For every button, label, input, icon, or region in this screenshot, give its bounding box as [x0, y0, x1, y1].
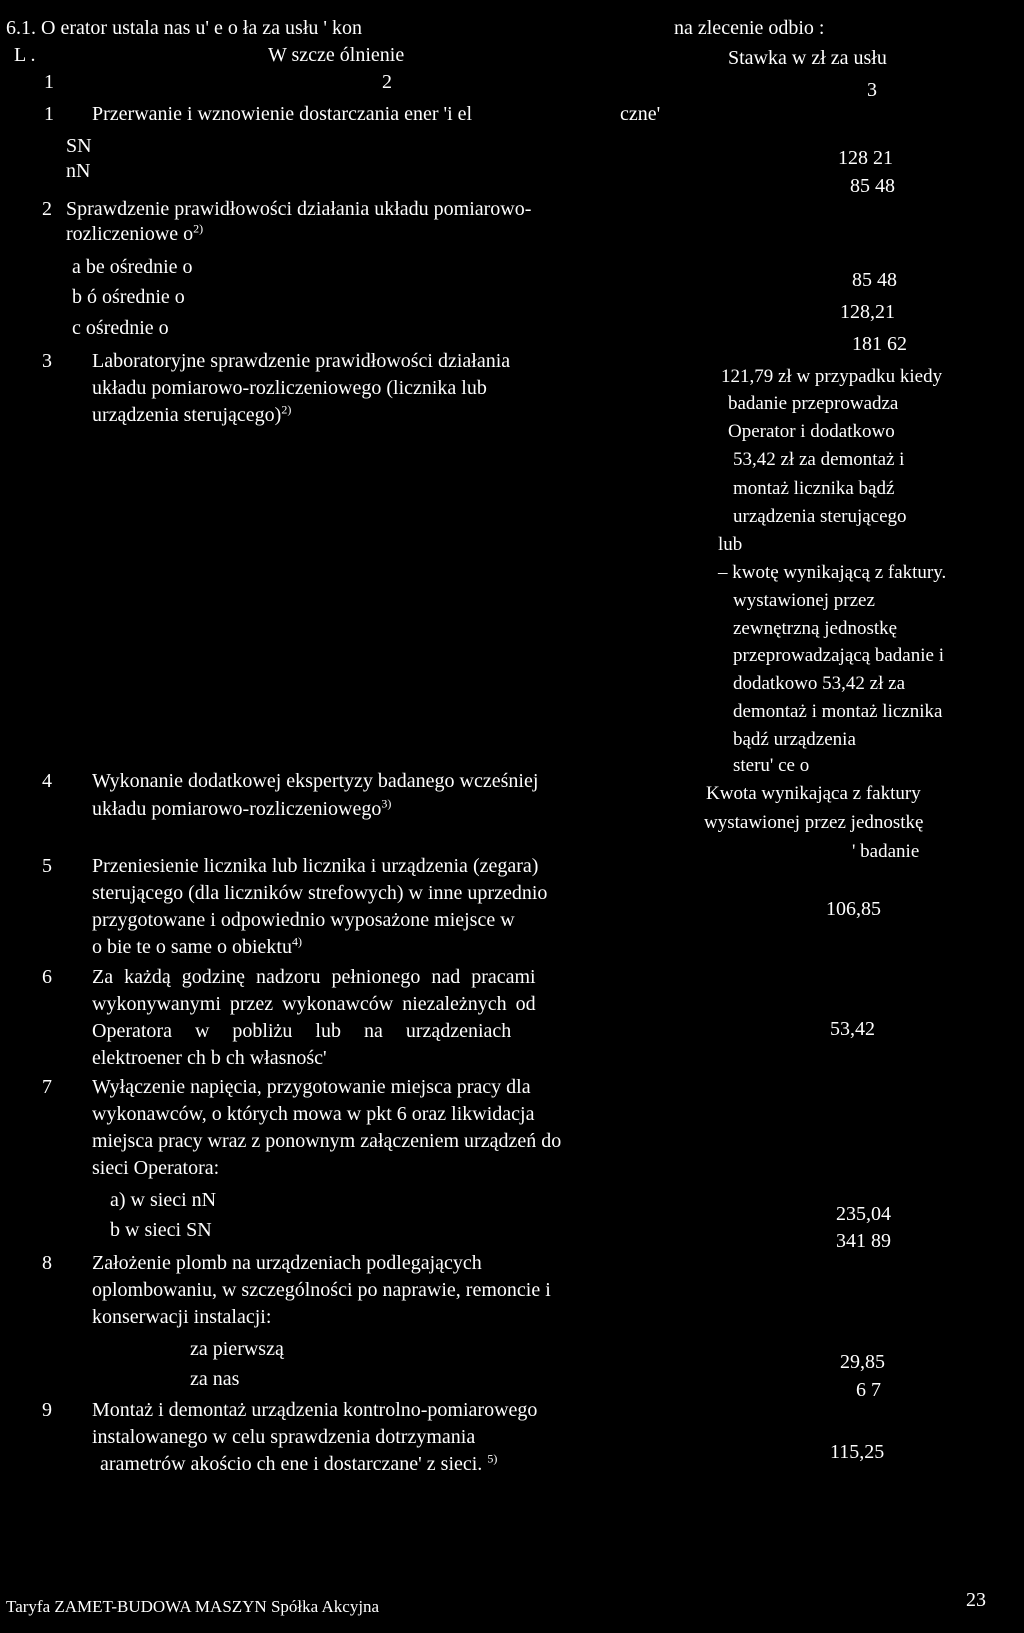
row-1-rate-nn: 85 48 [850, 175, 895, 197]
row-2-rate-c: 181 62 [852, 333, 907, 355]
row-8-title-line2: oplombowaniu, w szczególności po naprawie, remoncie i [92, 1279, 551, 1301]
col-number-3: 3 [867, 79, 877, 101]
row-4-title-line1: Wykonanie dodatkowej ekspertyzy badanego wcześniej [92, 770, 539, 792]
row-5-title-line1: Przeniesienie licznika lub licznika i urządzenia (zegara) [92, 855, 539, 877]
row-7-title-line3: miejsca pracy wraz z ponownym załączeniem urządzeń do [92, 1130, 562, 1152]
row-9-title-line2: instalowanego w celu sprawdzenia dotrzymania [92, 1426, 476, 1448]
row-6-title-line4: elektroener ch b ch własnośc' [92, 1047, 327, 1069]
row-4-number: 4 [42, 770, 52, 792]
row-3-rate-line: dodatkowo 53,42 zł za [733, 673, 906, 694]
row-7-option-b: b w sieci SN [110, 1219, 212, 1241]
section-title: 6.1. O erator ustala nas u' e o ła za usłu ' kon [6, 17, 362, 39]
row-7-option-a: a) w sieci nN [110, 1189, 217, 1211]
row-3-title-line3: urządzenia sterującego)$^{2)}$ [92, 402, 292, 426]
row-3-number: 3 [42, 350, 52, 372]
row-3-rate-line: steru' ce o [733, 755, 810, 776]
row-7-rate-b: 341 89 [836, 1230, 891, 1252]
row-2-option-a: a be ośrednie o [72, 256, 193, 278]
row-8-title-line3: konserwacji instalacji: [92, 1306, 272, 1328]
row-6-number: 6 [42, 966, 52, 988]
row-2-rate-b: 128,21 [840, 301, 895, 323]
row-6-title-line1: Za każdą godzinę nadzoru pełnionego nad pracami [92, 966, 536, 988]
row-4-title-line2: układu pomiarowo-rozliczeniowego$^{3)}$ [92, 796, 392, 820]
row-8-number: 8 [42, 1252, 52, 1274]
row-8-rate-a: 29,85 [840, 1351, 885, 1373]
row-3-title-line1: Laboratoryjne sprawdzenie prawidłowości działania [92, 350, 511, 372]
footer-tariff-name: Taryfa ZAMET-BUDOWA MASZYN Spółka Akcyjna [6, 1597, 380, 1616]
row-3-rate-line: 53,42 zł za demontaż i [733, 449, 905, 470]
row-2-number: 2 [42, 198, 52, 220]
row-3-rate-line: montaż licznika bądź [733, 478, 895, 499]
row-9-title-line1: Montaż i demontaż urządzenia kontrolno-pomiarowego [92, 1399, 538, 1421]
row-4-rate-line: Kwota wynikająca z faktury [706, 783, 921, 804]
col-number-1: 1 [44, 71, 54, 93]
row-8-option-a: za pierwszą [190, 1338, 284, 1360]
row-2-option-b: b ó ośrednie o [72, 286, 185, 308]
row-5-title-line3: przygotowane i odpowiednio wyposażone miejsce w [92, 909, 515, 931]
col-header-rate: Stawka w zł za usłu [728, 47, 887, 69]
row-7-title-line1: Wyłączenie napięcia, przygotowanie miejsca pracy dla [92, 1076, 531, 1098]
row-3-rate-line: przeprowadzającą badanie i [733, 645, 944, 666]
row-5-title-line2: sterującego (dla liczników strefowych) w inne uprzednio [92, 882, 548, 904]
row-2-option-c: c ośrednie o [72, 317, 169, 339]
row-1-title: Przerwanie i wznowienie dostarczania ener 'i el [92, 103, 473, 125]
row-9-rate: 115,25 [830, 1441, 885, 1463]
row-8-option-b: za nas [190, 1368, 240, 1390]
row-2-title-line1: Sprawdzenie prawidłowości działania układu pomiarowo- [66, 198, 532, 220]
row-1-sn-label: SN [66, 135, 92, 157]
row-3-rate-line: wystawionej przez [733, 590, 875, 611]
row-7-title-line4: sieci Operatora: [92, 1157, 220, 1179]
row-3-rate-line: Operator i dodatkowo [728, 421, 895, 442]
row-3-rate-line: urządzenia sterującego [733, 506, 907, 527]
row-1-rate-sn: 128 21 [838, 147, 893, 169]
col-header-desc: W szcze ólnienie [268, 44, 405, 66]
row-5-title-line4: o bie te o same o obiektu$^{4)}$ [92, 934, 302, 958]
row-7-number: 7 [42, 1076, 52, 1098]
row-3-title-line2: układu pomiarowo-rozliczeniowego (licznika lub [92, 377, 487, 399]
row-1-nn-label: nN [66, 160, 91, 182]
row-2-title-line2: rozliczeniowe $o^{2)}$ [66, 221, 204, 245]
row-3-rate-line: badanie przeprowadza [728, 393, 899, 414]
row-5-rate: 106,85 [826, 898, 881, 920]
row-9-number: 9 [42, 1399, 52, 1421]
row-6-rate: 53,42 [830, 1018, 875, 1040]
row-4-rate-line: ' badanie [852, 841, 920, 862]
row-3-rate-line: – kwotę wynikającą z faktury. [718, 562, 947, 583]
row-1-number: 1 [44, 103, 54, 125]
row-8-rate-b: 6 7 [856, 1379, 881, 1401]
col-number-2: 2 [382, 71, 392, 93]
row-3-rate-line: demontaż i montaż licznika [733, 701, 943, 722]
row-1-title-end: czne' [620, 103, 661, 125]
row-6-title-line2: wykonywanymi przez wykonawców niezależnych od [92, 993, 536, 1015]
row-8-title-line1: Założenie plomb na urządzeniach podlegających [92, 1252, 482, 1274]
row-7-title-line2: wykonawców, o których mowa w pkt 6 oraz likwidacja [92, 1103, 535, 1125]
row-9-title-line3: arametrów akościo ch ene i dostarczane' z sieci. $^{5)}$ [100, 1451, 498, 1475]
col-header-lp: L . [14, 44, 36, 66]
row-2-rate-a: 85 48 [852, 269, 897, 291]
page-number: 23 [966, 1589, 986, 1611]
row-3-or: lub [718, 534, 743, 555]
row-5-number: 5 [42, 855, 52, 877]
row-3-rate-line: bądź urządzenia [733, 729, 856, 750]
row-3-rate-line: zewnętrzną jednostkę [733, 618, 898, 639]
section-title-right: na zlecenie odbio : [674, 17, 825, 39]
row-3-rate-line: 121,79 zł w przypadku kiedy [721, 366, 943, 387]
row-6-title-line3: Operatora w pobliżu lub na urządzeniach [92, 1020, 512, 1042]
row-4-rate-line: wystawionej przez jednostkę [704, 812, 924, 833]
row-7-rate-a: 235,04 [836, 1203, 891, 1225]
